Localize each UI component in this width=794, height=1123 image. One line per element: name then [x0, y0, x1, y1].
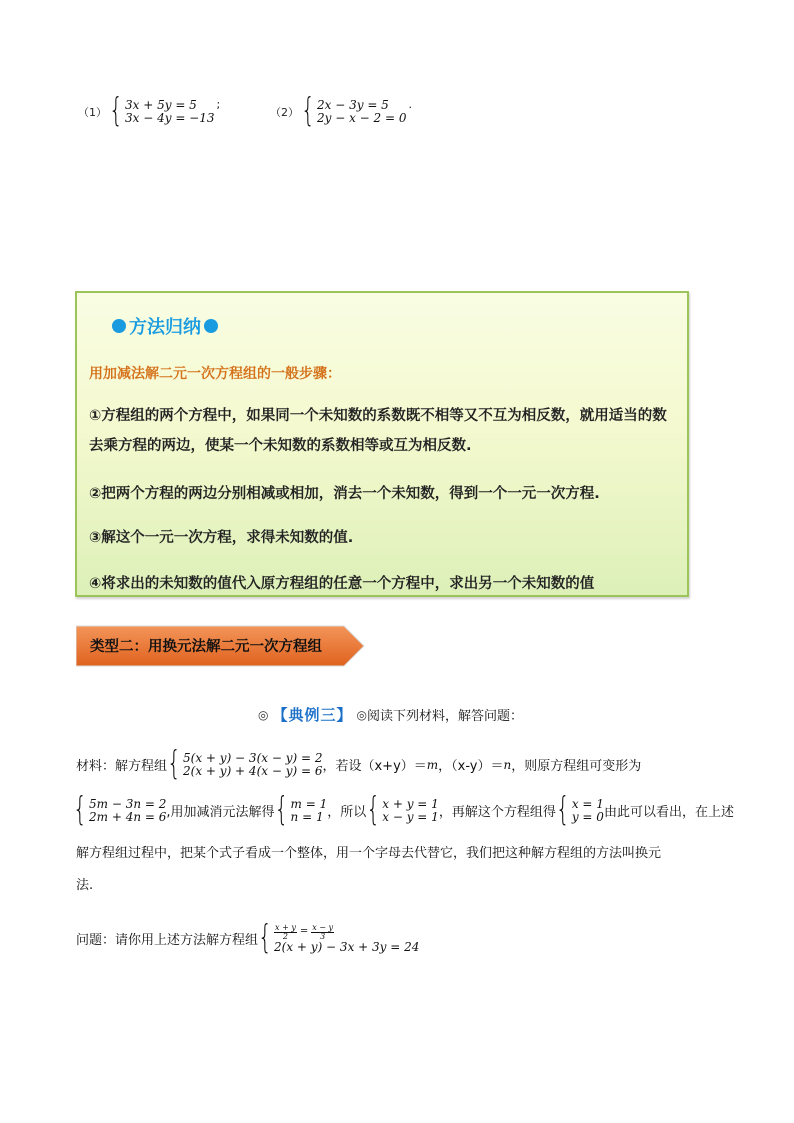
- system-2-eq2: 2m + 4n = 6: [89, 809, 167, 824]
- left-brace: {: [109, 92, 123, 130]
- system-5-eq2: y = 0: [571, 809, 604, 824]
- material-assume: ，若设（x+y）＝: [322, 759, 427, 775]
- system-4-eq2: x − y = 1: [382, 809, 439, 824]
- material-conclude: 由此可以看出，在上述: [603, 805, 734, 821]
- left-brace: {: [555, 791, 570, 829]
- fraction-denominator: 3: [320, 932, 326, 941]
- circle-symbol-icon: ◎: [258, 707, 269, 722]
- material-assume-3: ，则原方程组可变形为: [511, 759, 642, 775]
- method-step-2: ②把两个方程的两边分别相减或相加，消去一个未知数，得到一个一元一次方程.: [89, 486, 600, 502]
- question-line: [76, 919, 420, 957]
- question-system: [258, 919, 420, 957]
- bullet-dot-icon: [112, 319, 126, 333]
- fraction: [274, 924, 297, 941]
- left-brace: {: [301, 92, 315, 130]
- material-lead: 材料：解方程组: [76, 759, 168, 775]
- problem-2-tail: .: [408, 98, 413, 111]
- left-brace: {: [274, 791, 289, 829]
- system-3-eq1: m = 1: [290, 797, 328, 811]
- example-tag: 【典例三】: [272, 706, 353, 724]
- method-intro: 用加减法解二元一次方程组的一般步骤：: [89, 366, 341, 382]
- material-solve-1: ,用加减消元法解得: [166, 805, 275, 821]
- method-step-4: ④将求出的未知数的值代入原方程组的任意一个方程中，求出另一个未知数的值: [89, 576, 595, 592]
- method-title-text: 方法归纳: [129, 317, 201, 338]
- material-system-2: [73, 791, 167, 829]
- circle-symbol-icon: ◎: [356, 707, 367, 722]
- material-line-4: 法.: [76, 878, 94, 893]
- method-title: [109, 313, 221, 339]
- problem-1-tail: ;: [216, 98, 221, 111]
- left-brace: {: [258, 919, 273, 957]
- system-1-eq1: 5(x + y) − 3(x − y) = 2: [183, 751, 323, 765]
- question-eq2: 2(x + y) − 3x + 3y = 24: [274, 940, 420, 954]
- problem-1-system: [109, 92, 215, 130]
- problem-1-eq1: 3x + 5y = 5: [125, 97, 197, 112]
- problem-1-eq2: 3x − 4y = −13: [125, 110, 215, 125]
- fraction-numerator: x + y: [275, 923, 296, 932]
- left-brace: {: [167, 745, 182, 783]
- material-system-4: [366, 791, 439, 829]
- material-system-5: [555, 791, 604, 829]
- exercise-row: [78, 92, 718, 138]
- problem-1: [78, 92, 221, 130]
- var-n: n: [503, 757, 512, 772]
- problem-2-eq1: 2x − 3y = 5: [317, 97, 389, 112]
- question-lead: 问题：请你用上述方法解方程组: [76, 933, 259, 949]
- system-1-eq2: 2(x + y) + 4(x − y) = 6: [183, 763, 323, 778]
- question-eq1: [274, 924, 419, 941]
- fraction-numerator: x − y: [312, 923, 334, 932]
- banner-text: 类型二：用换元法解二元一次方程组: [90, 639, 322, 655]
- left-brace: {: [73, 791, 87, 829]
- left-brace: {: [366, 791, 381, 829]
- problem-2-eq2: 2y − x − 2 = 0: [317, 110, 407, 125]
- material-line-1: [76, 745, 642, 783]
- method-summary-box: [75, 291, 689, 597]
- fraction-denominator: 2: [282, 932, 288, 941]
- material-system-3: [274, 791, 328, 829]
- method-step-1: ①方程组的两个方程中，如果同一个未知数的系数既不相等又不互为相反数，就用适当的数去乘方程的两边，使某一个未知数的系数相等或互为相反数.: [89, 408, 667, 454]
- fraction: [311, 924, 334, 941]
- system-4-eq1: x + y = 1: [382, 797, 439, 811]
- example-heading: [258, 704, 523, 725]
- material-solve-2: ，再解这个方程组得: [438, 805, 556, 821]
- material-assume-2: ，（x-y）＝: [438, 759, 504, 775]
- problem-2-label: （2）: [270, 105, 299, 119]
- material-system-1: [167, 745, 323, 783]
- material-so: ，所以: [327, 805, 367, 821]
- problem-1-label: （1）: [78, 105, 107, 119]
- method-step-3: ③解这个一元一次方程，求得未知数的值.: [89, 530, 354, 546]
- type-banner: [76, 624, 366, 668]
- var-m: m: [426, 757, 439, 772]
- system-5-eq1: x = 1: [571, 797, 604, 811]
- problem-2: [270, 92, 413, 130]
- example-text: 阅读下列材料，解答问题：: [366, 709, 523, 724]
- material-line-2: [73, 791, 734, 829]
- system-2-eq1: 5m − 3n = 2: [89, 797, 167, 811]
- problem-2-system: [301, 92, 407, 130]
- material-line-3: 解方程组过程中，把某个式子看成一个整体，用一个字母去代替它，我们把这种解方程组的方法叫换元: [76, 846, 662, 861]
- equals-sign: =: [299, 926, 309, 938]
- system-3-eq2: n = 1: [290, 809, 324, 824]
- bullet-dot-icon: [204, 319, 218, 333]
